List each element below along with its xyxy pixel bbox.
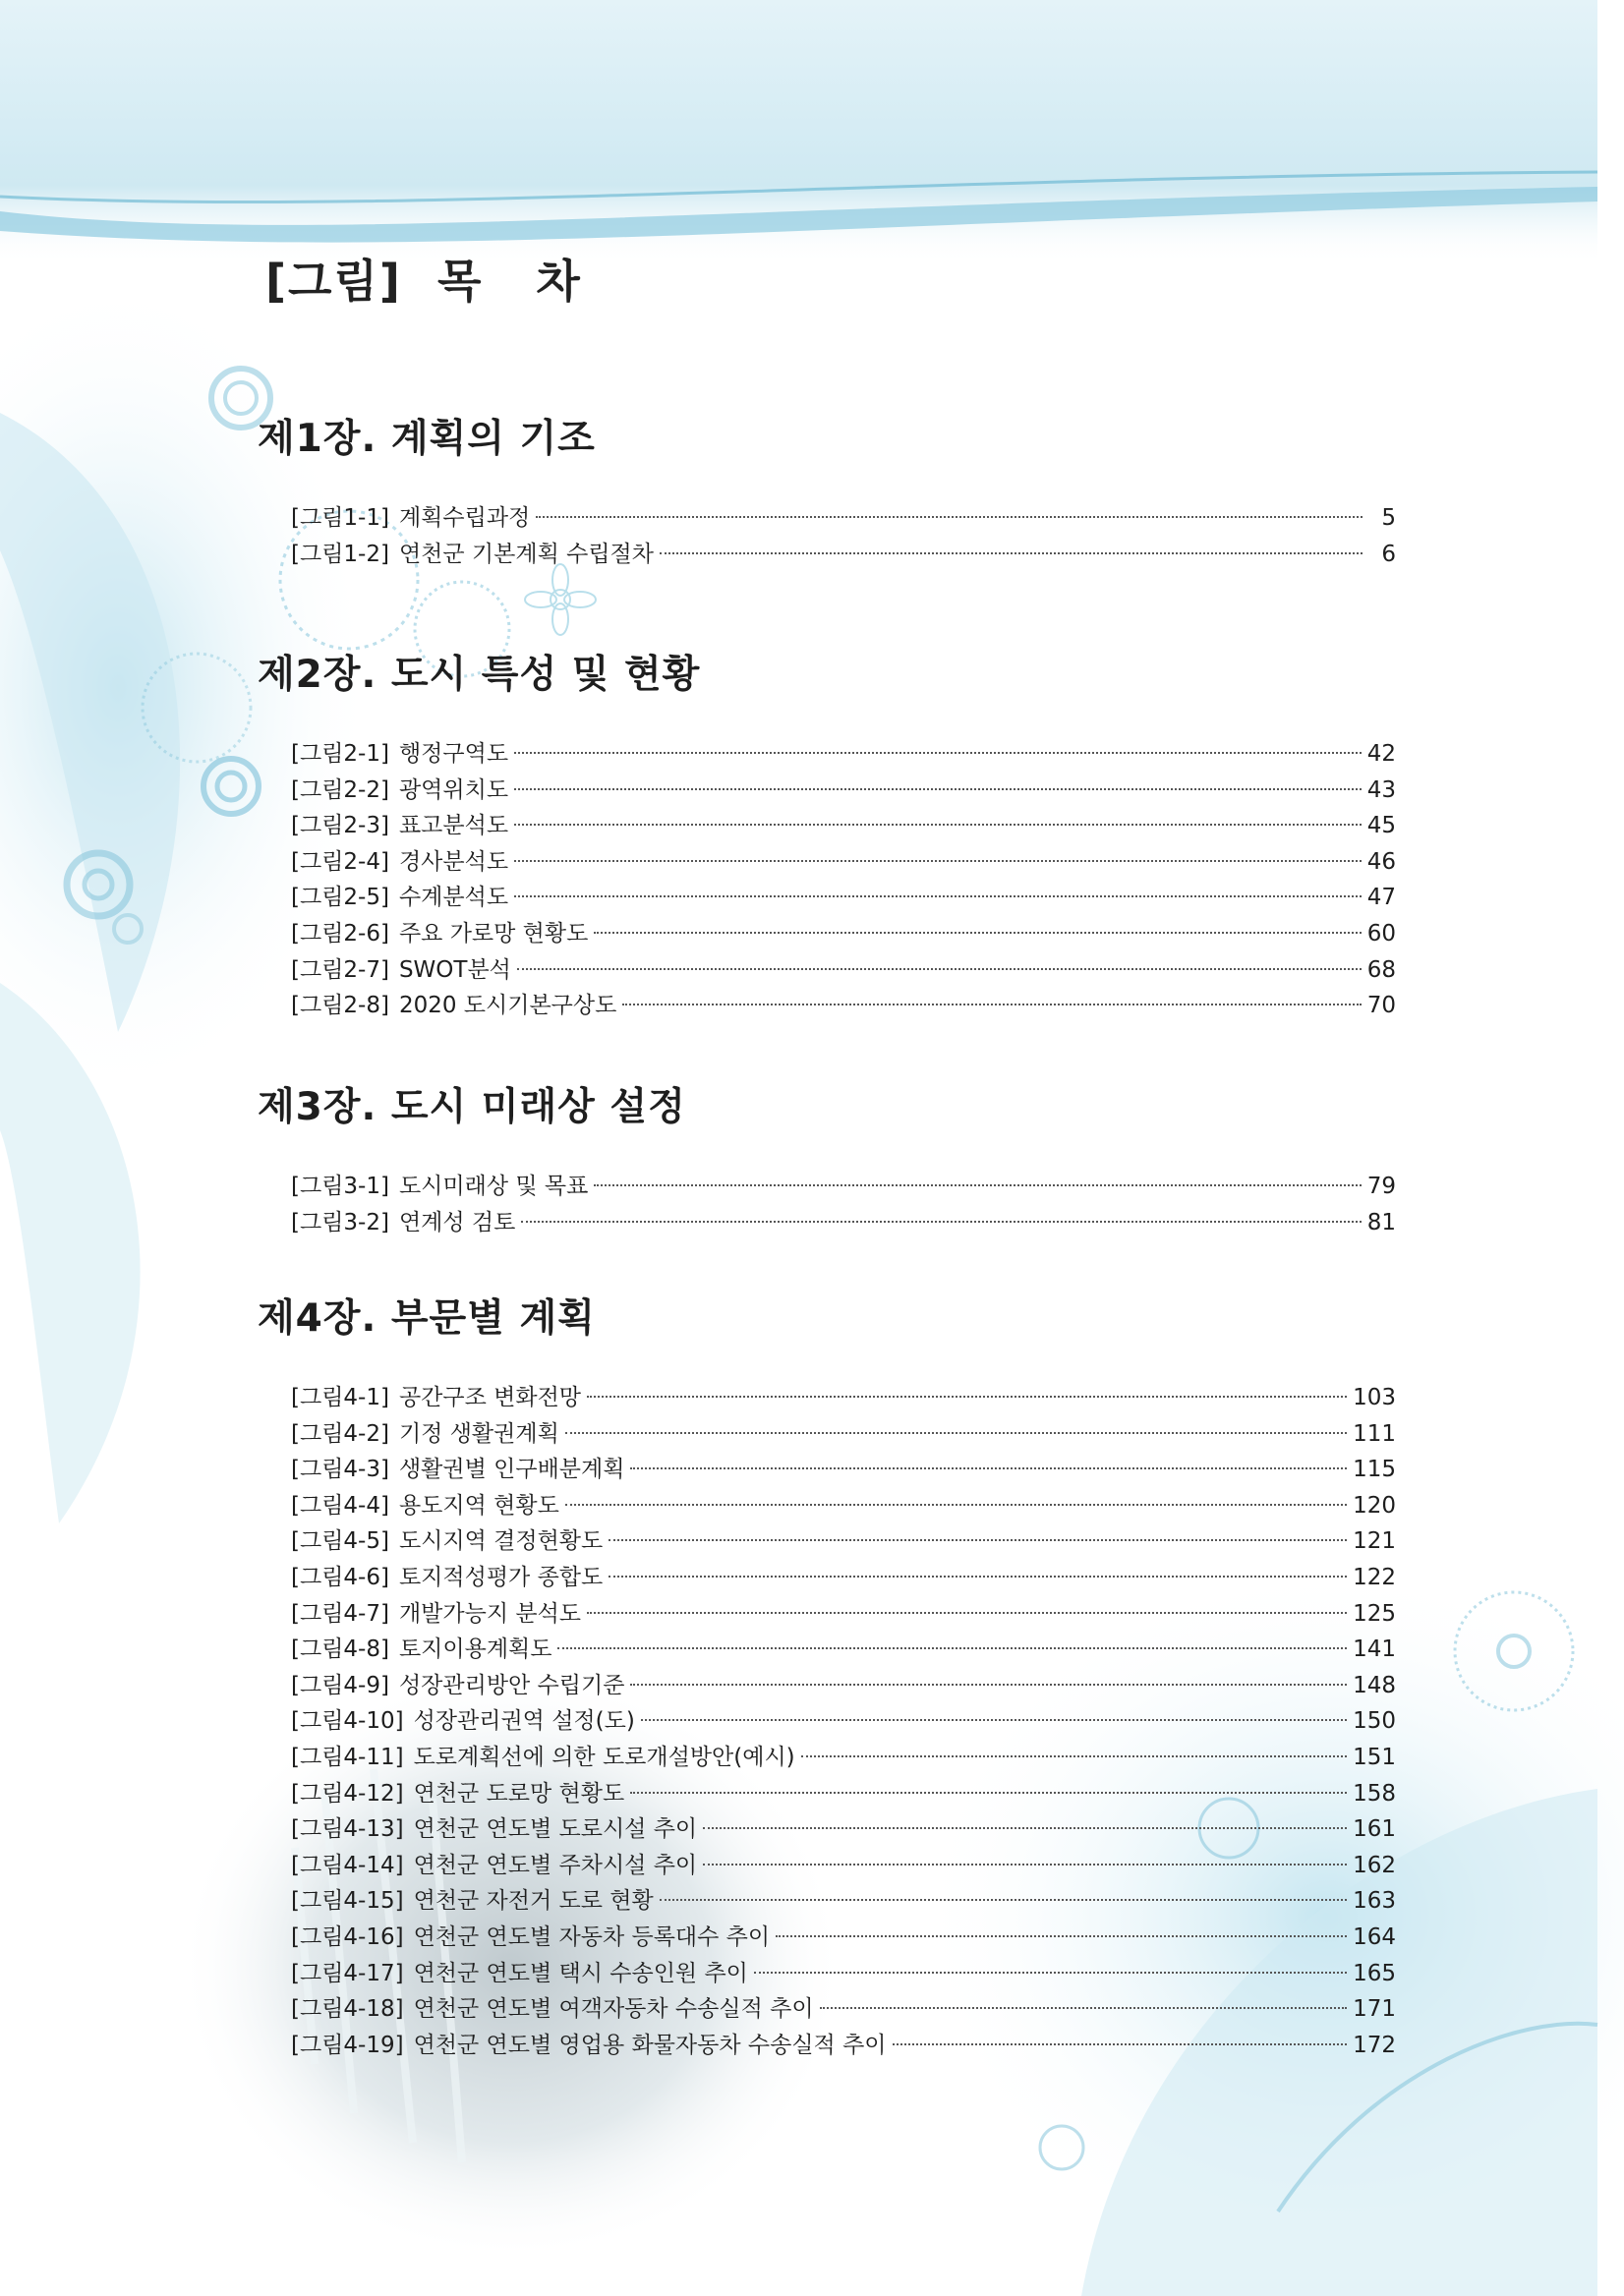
entry-label [291,773,508,809]
figure-number: [그림1-2] [291,541,389,567]
figure-title: 경사분석도 [398,848,509,875]
dot-leader [521,1221,1361,1223]
figure-number: [그림2-3] [291,813,389,839]
figure-title: 기정 생활권계획 [398,1420,559,1447]
entry-label [291,1848,697,1884]
figure-number: [그림4-14] [291,1852,404,1878]
toc-entry[interactable] [291,1740,1396,1776]
figure-title: 도시미래상 및 목표 [398,1174,589,1199]
page-number: 43 [1366,776,1396,803]
figure-number: [그림2-2] [291,776,389,803]
figure-number: [그림4-8] [291,1636,389,1663]
figure-title: 광역위치도 [398,776,509,803]
dot-leader [754,1972,1347,1974]
page-number: 79 [1366,1174,1396,1199]
toc-entry[interactable] [291,808,1396,844]
toc-entry[interactable] [291,1632,1396,1668]
dot-leader [514,752,1362,754]
page-number: 161 [1353,1816,1396,1843]
entry-label [291,1452,624,1488]
page-number: 125 [1353,1600,1396,1627]
dot-leader [587,1396,1347,1398]
figure-title: 2020 도시기본구상도 [398,993,617,1019]
page-number: 120 [1353,1492,1396,1519]
figure-title: 연천군 기본계획 수립절차 [398,541,654,567]
page-number: 165 [1353,1960,1396,1986]
page-number: 111 [1353,1420,1396,1447]
page-number: 172 [1353,2032,1396,2058]
chapter-title: 제2장. 도시 특성 및 현황 [258,653,701,697]
toc-entry[interactable] [291,1523,1396,1560]
page-number: 60 [1366,920,1396,947]
entry-label [291,1632,551,1668]
dot-leader [703,1864,1347,1866]
dot-leader [517,968,1362,970]
figure-title: 연천군 연도별 영업용 화물자동차 수송실적 추이 [413,2032,887,2058]
toc-entry[interactable] [291,916,1396,952]
figure-title: 성장관리권역 설정(도) [413,1708,635,1735]
entry-label [291,736,508,773]
figure-number: [그림2-8] [291,993,389,1019]
toc-entry[interactable] [291,736,1396,773]
entry-label [291,1523,603,1560]
page-number: 150 [1353,1708,1396,1735]
figure-number: [그림4-19] [291,2032,404,2058]
toc-entry[interactable] [291,1380,1396,1416]
figure-title: 용도지역 현황도 [398,1492,559,1519]
page-number: 162 [1353,1852,1396,1878]
dot-leader [609,1539,1347,1541]
dot-leader [660,552,1363,554]
page-number: 68 [1366,956,1396,983]
figure-number: [그림4-6] [291,1564,389,1590]
figure-number: [그림1-1] [291,505,389,531]
figure-title: 공간구조 변화전망 [398,1385,582,1410]
figure-title: 생활권별 인구배분계획 [398,1457,625,1483]
dot-leader [801,1755,1347,1757]
figure-number: [그림4-3] [291,1457,389,1483]
dot-leader [641,1719,1347,1721]
toc-entry[interactable] [291,1991,1396,2028]
toc-entry[interactable] [291,1416,1396,1453]
entry-label [291,844,508,881]
figure-number: [그림3-1] [291,1174,389,1199]
entry-label [291,1991,814,2028]
toc-entry[interactable] [291,2028,1396,2064]
entry-label [291,500,530,537]
entry-label [291,916,588,952]
entry-label [291,1205,515,1241]
entry-label [291,1488,559,1524]
toc-entry[interactable] [291,1811,1396,1848]
entry-label [291,1776,624,1812]
page-number: 122 [1353,1564,1396,1590]
figure-number: [그림4-7] [291,1600,389,1627]
entry-label [291,952,511,989]
entry-label [291,1883,654,1920]
entry-label [291,1596,581,1633]
figure-title: 연천군 연도별 자동차 등록대수 추이 [413,1923,771,1950]
figure-number: [그림4-11] [291,1744,404,1770]
toc-entry[interactable] [291,1956,1396,1992]
figure-title: 표고분석도 [398,813,509,839]
entry-label [291,1956,748,1992]
figure-title: 토지이용계획도 [398,1636,552,1663]
dot-leader [893,2043,1348,2045]
figure-number: [그림4-10] [291,1708,404,1735]
toc-entry[interactable] [291,537,1396,573]
page-number: 6 [1381,541,1396,567]
dot-leader [660,1899,1347,1901]
toc-entry[interactable] [291,1776,1396,1812]
dot-leader [594,932,1361,934]
figure-title: 연천군 연도별 택시 수송인원 추이 [413,1960,748,1986]
entry-label [291,1703,635,1740]
figure-title: 행정구역도 [398,741,509,767]
page-number: 171 [1353,1996,1396,2023]
toc-entry[interactable] [291,880,1396,916]
figure-number: [그림2-7] [291,956,389,983]
page-number: 46 [1366,848,1396,875]
page-number: 5 [1381,505,1396,531]
chapter-section [258,1076,1398,1240]
dot-leader [703,1827,1347,1829]
entry-label [291,880,508,916]
figure-number: [그림4-13] [291,1816,404,1843]
entry-label [291,1668,624,1704]
dot-leader [630,1467,1347,1469]
dot-leader [565,1432,1347,1434]
toc-entry[interactable] [291,1848,1396,1884]
page-number: 121 [1353,1528,1396,1555]
page-number: 163 [1353,1888,1396,1915]
figure-title: 개발가능지 분석도 [398,1600,582,1627]
figure-number: [그림2-4] [291,848,389,875]
figure-title: 계획수립과정 [398,505,531,531]
dot-leader [820,2007,1348,2009]
dot-leader [565,1504,1347,1506]
figure-number: [그림4-12] [291,1780,404,1807]
dot-leader [514,788,1362,790]
figure-number: [그림2-1] [291,741,389,767]
figure-title: 수계분석도 [398,885,509,911]
entry-label [291,988,616,1024]
chapter-section [258,408,1398,572]
toc-entry[interactable] [291,1920,1396,1956]
dot-leader [536,516,1363,518]
entry-label [291,1416,559,1453]
figure-title: 연천군 도로망 현황도 [413,1780,625,1807]
page-number: 70 [1366,993,1396,1019]
figure-title: 도시지역 결정현황도 [398,1528,604,1555]
chapter-title: 제4장. 부문별 계획 [258,1296,596,1341]
figure-title: SWOT분석 [398,956,511,983]
entry-label [291,1380,581,1416]
figure-title: 성장관리방안 수립기준 [398,1672,625,1698]
dot-leader [630,1792,1347,1794]
entry-label [291,1169,588,1205]
dot-leader [514,824,1362,826]
page-number: 103 [1353,1385,1396,1410]
toc-entry[interactable] [291,1488,1396,1524]
page-number: 45 [1366,813,1396,839]
dot-leader [622,1004,1361,1005]
page-number: 141 [1353,1636,1396,1663]
toc-entry[interactable] [291,1883,1396,1920]
chapter-title: 제3장. 도시 미래상 설정 [258,1085,686,1129]
figure-number: [그림4-17] [291,1960,404,1986]
toc-entry[interactable] [291,1169,1396,1205]
entry-label [291,2028,887,2064]
toc-entry[interactable] [291,1596,1396,1633]
page-title: [그림] 목 차 [265,255,582,308]
page-number: 81 [1366,1209,1396,1235]
page-number: 151 [1353,1744,1396,1770]
figure-number: [그림4-18] [291,1996,404,2023]
figure-number: [그림3-2] [291,1209,389,1235]
figure-number: [그림4-16] [291,1923,404,1950]
figure-title: 주요 가로망 현황도 [398,920,589,947]
dot-leader [609,1576,1347,1578]
chapter-section [258,644,1398,1024]
entry-label [291,1560,603,1596]
toc-entry[interactable] [291,844,1396,881]
toc-entry[interactable] [291,1452,1396,1488]
entry-label [291,1811,697,1848]
figure-title: 연천군 연도별 주차시설 추이 [413,1852,698,1878]
entry-label [291,808,508,844]
figure-title: 연천군 자전거 도로 현황 [413,1888,654,1915]
figure-number: [그림4-1] [291,1385,389,1410]
chapter-title: 제1장. 계획의 기조 [258,417,596,461]
figure-title: 토지적성평가 종합도 [398,1564,604,1590]
dot-leader [587,1612,1347,1614]
toc-entry[interactable] [291,988,1396,1024]
page-number: 115 [1353,1457,1396,1483]
figure-number: [그림2-6] [291,920,389,947]
dot-leader [557,1647,1347,1649]
toc-entry[interactable] [291,1668,1396,1704]
page-number: 47 [1366,885,1396,911]
toc-entry[interactable] [291,500,1396,537]
dot-leader [630,1684,1347,1686]
chapter-section [258,1288,1398,2063]
toc-entry[interactable] [291,1560,1396,1596]
figure-number: [그림4-5] [291,1528,389,1555]
figure-number: [그림4-9] [291,1672,389,1698]
toc-entry[interactable] [291,1703,1396,1740]
figure-number: [그림4-15] [291,1888,404,1915]
entry-label [291,537,654,573]
toc-entry[interactable] [291,952,1396,989]
entry-label [291,1740,795,1776]
dot-leader [776,1935,1347,1937]
page-number: 158 [1353,1780,1396,1807]
figure-number: [그림4-2] [291,1420,389,1447]
dot-leader [514,860,1362,862]
page-number: 42 [1366,741,1396,767]
figure-title: 연천군 연도별 여객자동차 수송실적 추이 [413,1996,814,2023]
figure-title: 도로계획선에 의한 도로개설방안(예시) [413,1744,795,1770]
figure-title: 연계성 검토 [398,1209,516,1235]
toc-entry[interactable] [291,773,1396,809]
toc-entry[interactable] [291,1205,1396,1241]
figure-number: [그림2-5] [291,885,389,911]
dot-leader [514,895,1362,897]
entry-label [291,1920,770,1956]
figure-title: 연천군 연도별 도로시설 추이 [413,1816,698,1843]
page-number: 164 [1353,1923,1396,1950]
figure-number: [그림4-4] [291,1492,389,1519]
dot-leader [594,1184,1361,1186]
page-number: 148 [1353,1672,1396,1698]
